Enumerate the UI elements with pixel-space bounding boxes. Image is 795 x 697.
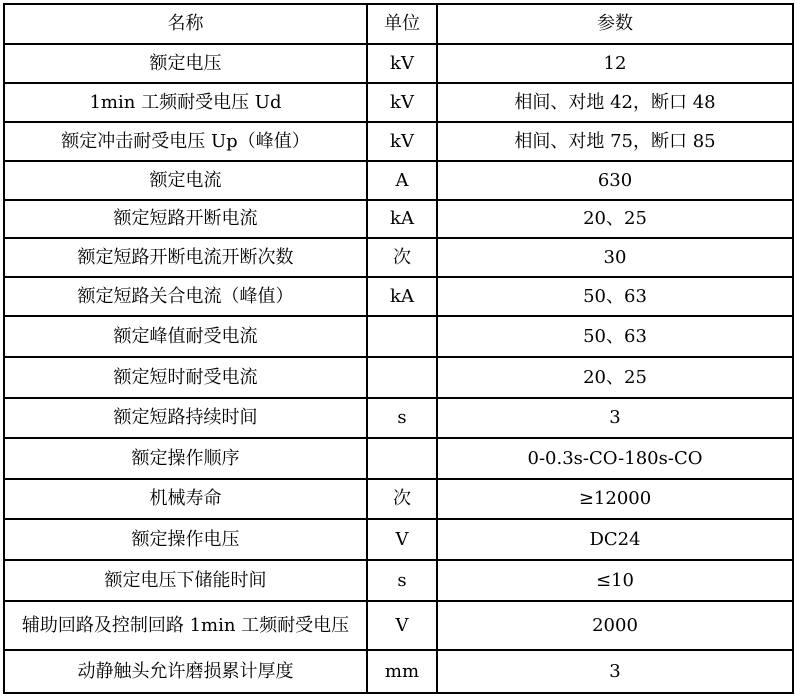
cell-name: 额定短路关合电流（峰值）: [4, 277, 367, 316]
table-row: [4, 44, 793, 83]
cell-name: 额定短路开断电流开断次数: [4, 238, 367, 277]
cell-unit: s: [367, 560, 437, 601]
table-row: [4, 122, 793, 161]
table-row: [4, 200, 793, 238]
cell-unit: kA: [367, 200, 437, 238]
header-cell-unit: 单位: [367, 4, 437, 44]
cell-param: ≤10: [437, 560, 793, 601]
table-row: [4, 357, 793, 398]
table-row: [4, 83, 793, 122]
cell-param: 30: [437, 238, 793, 277]
spec-table: [3, 3, 794, 694]
cell-unit: 次: [367, 479, 437, 519]
cell-name: 额定电流: [4, 161, 367, 200]
cell-unit: [367, 357, 437, 398]
cell-name: 额定短时耐受电流: [4, 357, 367, 398]
table-row: [4, 601, 793, 650]
cell-param: 12: [437, 44, 793, 83]
header-cell-param: 参数: [437, 4, 793, 44]
cell-unit: s: [367, 398, 437, 438]
cell-name: 额定电压下储能时间: [4, 560, 367, 601]
cell-param: ≥12000: [437, 479, 793, 519]
spec-table-body: [4, 44, 793, 693]
cell-name: 辅助回路及控制回路 1min 工频耐受电压: [4, 601, 367, 650]
table-row: [4, 398, 793, 438]
table-row: [4, 238, 793, 277]
cell-name: 额定冲击耐受电压 Up（峰值）: [4, 122, 367, 161]
cell-unit: V: [367, 601, 437, 650]
header-cell-name: 名称: [4, 4, 367, 44]
table-row: [4, 316, 793, 357]
cell-param: 630: [437, 161, 793, 200]
cell-unit: kA: [367, 277, 437, 316]
cell-name: 动静触头允许磨损累计厚度: [4, 650, 367, 693]
cell-name: 额定电压: [4, 44, 367, 83]
cell-param: DC24: [437, 519, 793, 560]
cell-unit: [367, 316, 437, 357]
header-row: [4, 4, 793, 44]
table-row: [4, 560, 793, 601]
cell-param: 20、25: [437, 357, 793, 398]
table-row: [4, 479, 793, 519]
cell-unit: mm: [367, 650, 437, 693]
cell-unit: kV: [367, 83, 437, 122]
table-row: [4, 161, 793, 200]
cell-name: 额定短路持续时间: [4, 398, 367, 438]
cell-name: 1min 工频耐受电压 Ud: [4, 83, 367, 122]
cell-param: 3: [437, 398, 793, 438]
cell-param: 0-0.3s-CO-180s-CO: [437, 438, 793, 479]
table-row: [4, 438, 793, 479]
cell-unit: [367, 438, 437, 479]
cell-unit: 次: [367, 238, 437, 277]
cell-unit: V: [367, 519, 437, 560]
spec-table-header: [4, 4, 793, 44]
cell-name: 额定峰值耐受电流: [4, 316, 367, 357]
cell-name: 额定操作电压: [4, 519, 367, 560]
cell-param: 相间、对地 42，断口 48: [437, 83, 793, 122]
cell-param: 50、63: [437, 316, 793, 357]
cell-unit: kV: [367, 44, 437, 83]
cell-param: 2000: [437, 601, 793, 650]
cell-param: 相间、对地 75，断口 85: [437, 122, 793, 161]
cell-unit: A: [367, 161, 437, 200]
cell-name: 额定操作顺序: [4, 438, 367, 479]
cell-name: 机械寿命: [4, 479, 367, 519]
table-row: [4, 650, 793, 693]
cell-unit: kV: [367, 122, 437, 161]
cell-param: 50、63: [437, 277, 793, 316]
cell-param: 3: [437, 650, 793, 693]
table-row: [4, 519, 793, 560]
table-row: [4, 277, 793, 316]
cell-name: 额定短路开断电流: [4, 200, 367, 238]
cell-param: 20、25: [437, 200, 793, 238]
